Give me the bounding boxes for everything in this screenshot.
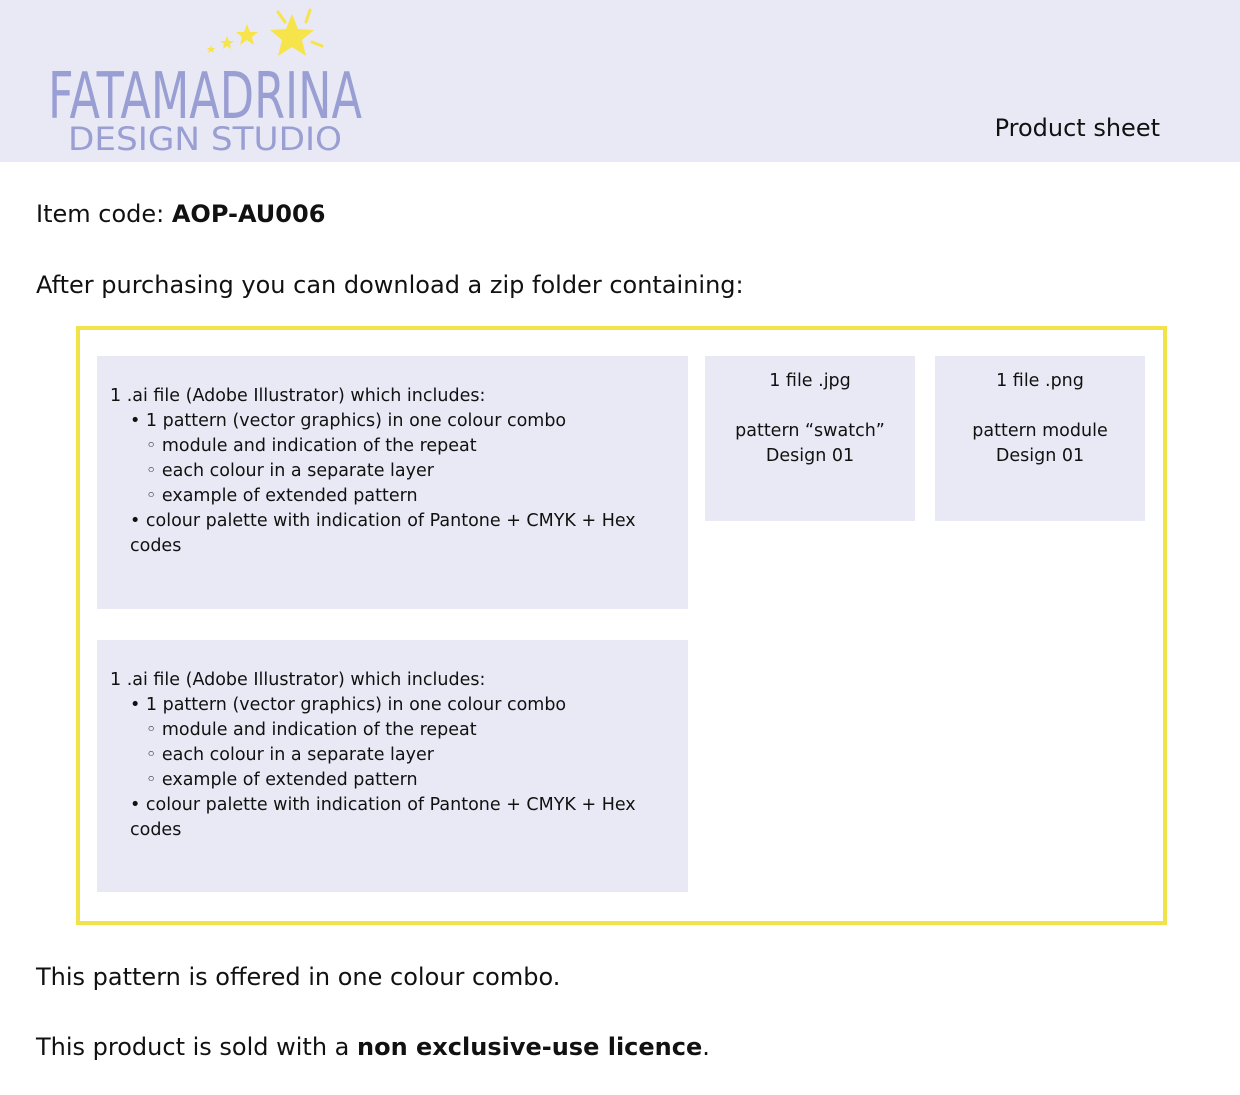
logo-sub: DESIGN STUDIO	[68, 120, 342, 158]
jpg-file-line: Design 01	[765, 446, 855, 466]
ai-file-box	[97, 640, 688, 892]
ai-file-subitem: ◦ each colour in a separate layer	[146, 461, 434, 481]
ai-file-subitem: ◦ example of extended pattern	[146, 486, 418, 506]
licence-note	[36, 1033, 710, 1061]
sheet-label: Product sheet	[994, 114, 1160, 142]
ai-file-title: 1 .ai file (Adobe Illustrator) which includes:	[110, 670, 486, 690]
jpg-file-line: pattern “swatch”	[735, 421, 885, 441]
png-file-line: pattern module	[972, 421, 1108, 441]
item-code	[36, 200, 325, 228]
licence-prefix: This product is sold with a	[36, 1033, 358, 1061]
combo-note: This pattern is offered in one colour combo.	[36, 963, 561, 991]
star-icon	[207, 45, 215, 53]
star-icon	[236, 24, 258, 45]
licence-suffix: .	[702, 1033, 710, 1061]
ai-file-subitem: ◦ module and indication of the repeat	[146, 436, 477, 456]
ai-file-item: • 1 pattern (vector graphics) in one colour combo	[130, 695, 567, 715]
item-code-label: Item code:	[36, 200, 172, 228]
intro-text: After purchasing you can download a zip folder containing:	[36, 271, 744, 299]
ai-file-subitem: ◦ example of extended pattern	[146, 770, 418, 790]
ai-file-title: 1 .ai file (Adobe Illustrator) which includes:	[110, 386, 486, 406]
ai-file-subitem: ◦ each colour in a separate layer	[146, 745, 434, 765]
jpg-file-title: 1 file .jpg	[769, 371, 851, 391]
item-code-value: AOP-AU006	[171, 200, 326, 228]
png-file-line: Design 01	[995, 446, 1085, 466]
png-file-box	[935, 356, 1145, 521]
header	[0, 0, 1240, 162]
ai-file-item: • 1 pattern (vector graphics) in one colour combo	[130, 411, 567, 431]
fatamadrina-logo	[40, 8, 380, 158]
jpg-file-box	[705, 356, 915, 521]
star-icon	[220, 36, 234, 49]
ai-file-item: • colour palette with indication of Pantone + CMYK + Hex codes	[130, 511, 636, 556]
ai-file-item: • colour palette with indication of Pantone + CMYK + Hex codes	[130, 795, 636, 840]
png-file-title: 1 file .png	[996, 371, 1084, 391]
ai-file-box	[97, 356, 688, 609]
ai-file-subitem: ◦ module and indication of the repeat	[146, 720, 477, 740]
licence-type: non exclusive-use licence	[357, 1033, 703, 1061]
logo-brand: FATAMADRINA	[48, 60, 363, 134]
